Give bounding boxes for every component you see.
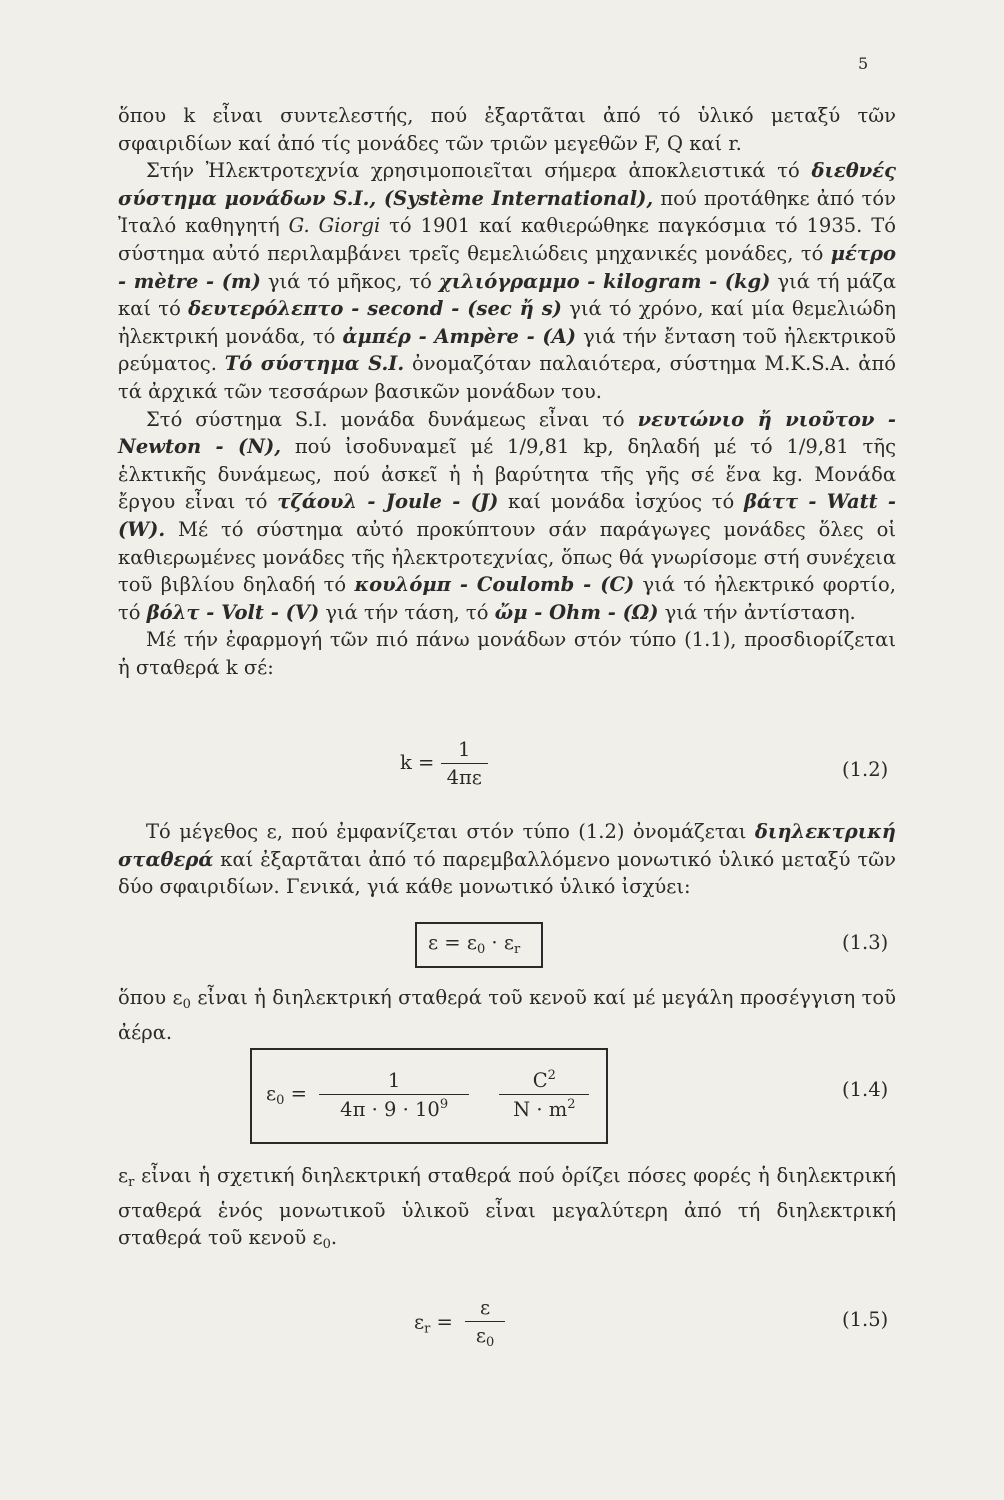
page-number: 5 [858, 54, 869, 73]
eq13-label: (1.3) [842, 931, 889, 954]
equation-1-2 [400, 738, 488, 789]
paragraph-3: Στό σύστημα S.I. μονάδα δυνάμεως εἶναι τό νευτώνιο ἤ νιοῦτον -Newton - (N), πού ἰσοδυναμεῖ μέ 1/9,81 kp, δηλαδή μέ τό 1/9,81 τῆς ἑλκτικῆς δυνάμεως, πού ἀσκεῖ ἡ ἡ βαρύτητα τῆς γῆς σέ ἕνα kg. Μονάδα ἔργου εἶναι τό τζάουλ - Joule - (J) καί μονάδα ἰσχύος τό βάττ - Watt - (W). Μέ τό σύστημα αὐτό προκύπτουν σάν παράγωγες μονάδες ὅλες οἱ καθιερωμένες μονάδες τῆς ἠλεκτροτεχνίας, ὅπως θά γνωρίσομε στή συνέχεια τοῦ βιβλίου δηλαδή τό κουλόμπ - Coulomb - (C) γιά τό ἠλεκτρικό φορτίο, τό βόλτ - Volt - (V) γιά τήν τάση, τό ὤμ - Ohm - (Ω) γιά τήν ἀντίσταση. [118, 407, 897, 624]
equation-1-4: $\varepsilon_0$ = $\frac{1}{4\pi \cdot 9 \cdot 10^9}$ $\frac{C^2}{N \cdot m^2}$ [266, 1068, 589, 1121]
equation-1-3: $\varepsilon = \varepsilon_0 \cdot \varepsilon_r$ [428, 931, 521, 957]
eq15-fraction: $\frac{\varepsilon}{\varepsilon_0}$ [465, 1296, 505, 1350]
paragraph-5: Τό μέγεθος ε, πού ἐμφανίζεται στόν τύπο (1.2) ὀνομάζεται διηλεκτρική σταθερά καί ἐξαρτᾶται ἀπό τό παρεμβαλλόμενο μονωτικό ὑλικό μεταξύ τῶν δύο σφαιριδίων. Γενικά, γιά κάθε μονωτικό ὑλικό ἰσχύει: [118, 820, 896, 899]
paragraph-6: ὅπου $\varepsilon_0$ εἶναι ἡ διηλεκτρική σταθερά τοῦ κενοῦ καί μέ μεγάλη προσέγγιση τοῦ ἀέρα. [118, 986, 896, 1044]
eq12-label: (1.2) [842, 758, 889, 781]
eq12-lhs: k = [400, 751, 435, 774]
equation-1-5: $\varepsilon_r$ = $\frac{\varepsilon}{\varepsilon_0}$ [414, 1296, 505, 1350]
eq12-denominator: 4πε [441, 763, 488, 789]
body-text-mid [118, 818, 896, 901]
body-text-bottom [118, 1162, 896, 1259]
eq14-fraction-1: $\frac{1}{4\pi \cdot 9 \cdot 10^9}$ [319, 1069, 469, 1121]
body-text-mid2 [118, 984, 896, 1046]
paragraph-4: Μέ τήν ἐφαρμογή τῶν πιό πάνω μονάδων στόν τύπο (1.1), προσδιορίζεται ἡ σταθερά k σέ: [118, 628, 896, 679]
paragraph-2: Στήν Ἠλεκτροτεχνία χρησιμοποιεῖται σήμερα ἀποκλειστικά τό διεθνές σύστημα μονάδων S.I., (Système International), πού προτάθηκε ἀπό τόν Ἰταλό καθηγητή G. Giorgi τό 1901 καί καθιερώθηκε παγκόσμια τό 1935. Τό σύστημα αὐτό περιλαμβάνει τρεῖς θεμελιώδεις μηχανικές μονάδες, τό μέτρο - mètre - (m) γιά τό μῆκος, τό χιλιόγραμμο - kilogram - (kg) γιά τή μάζα καί τό δευτερόλεπτο - second - (sec ἤ s) γιά τό χρόνο, καί μία θεμελιώδη ἠλεκτρική μονάδα, τό ἀμπέρ - Ampère - (A) γιά τήν ἔνταση τοῦ ἠλεκτρικοῦ ρεύματος. Τό σύστημα S.I. ὀνομαζόταν παλαιότερα, σύστημα M.K.S.A. ἀπό τά ἀρχικά τῶν τεσσάρων βασικῶν μονάδων του. [118, 159, 897, 403]
eq12-numerator: 1 [458, 738, 471, 761]
eq14-fraction-2: $\frac{C^2}{N \cdot m^2}$ [499, 1068, 589, 1121]
paragraph-7: $\varepsilon_r$ εἶναι ἡ σχετική διηλεκτρική σταθερά πού ὁρίζει πόσες φορές ἡ διηλεκτρική σταθερά ἑνός μονωτικοῦ ὑλικοῦ εἶναι μεγαλύτερη ἀπό τή διηλεκτρική σταθερά τοῦ κενοῦ $\varepsilon_0$. [118, 1164, 896, 1253]
body-text-top [118, 102, 896, 681]
eq14-label: (1.4) [842, 1078, 889, 1101]
eq12-fraction [441, 738, 488, 789]
eq15-label: (1.5) [842, 1308, 889, 1331]
paragraph-1: ὅπου k εἶναι συντελεστής, πού ἐξαρτᾶται ἀπό τό ὑλικό μεταξύ τῶν σφαιριδίων καί ἀπό τίς μονάδες τῶν τριῶν μεγεθῶν F, Q καί r. [118, 104, 896, 155]
